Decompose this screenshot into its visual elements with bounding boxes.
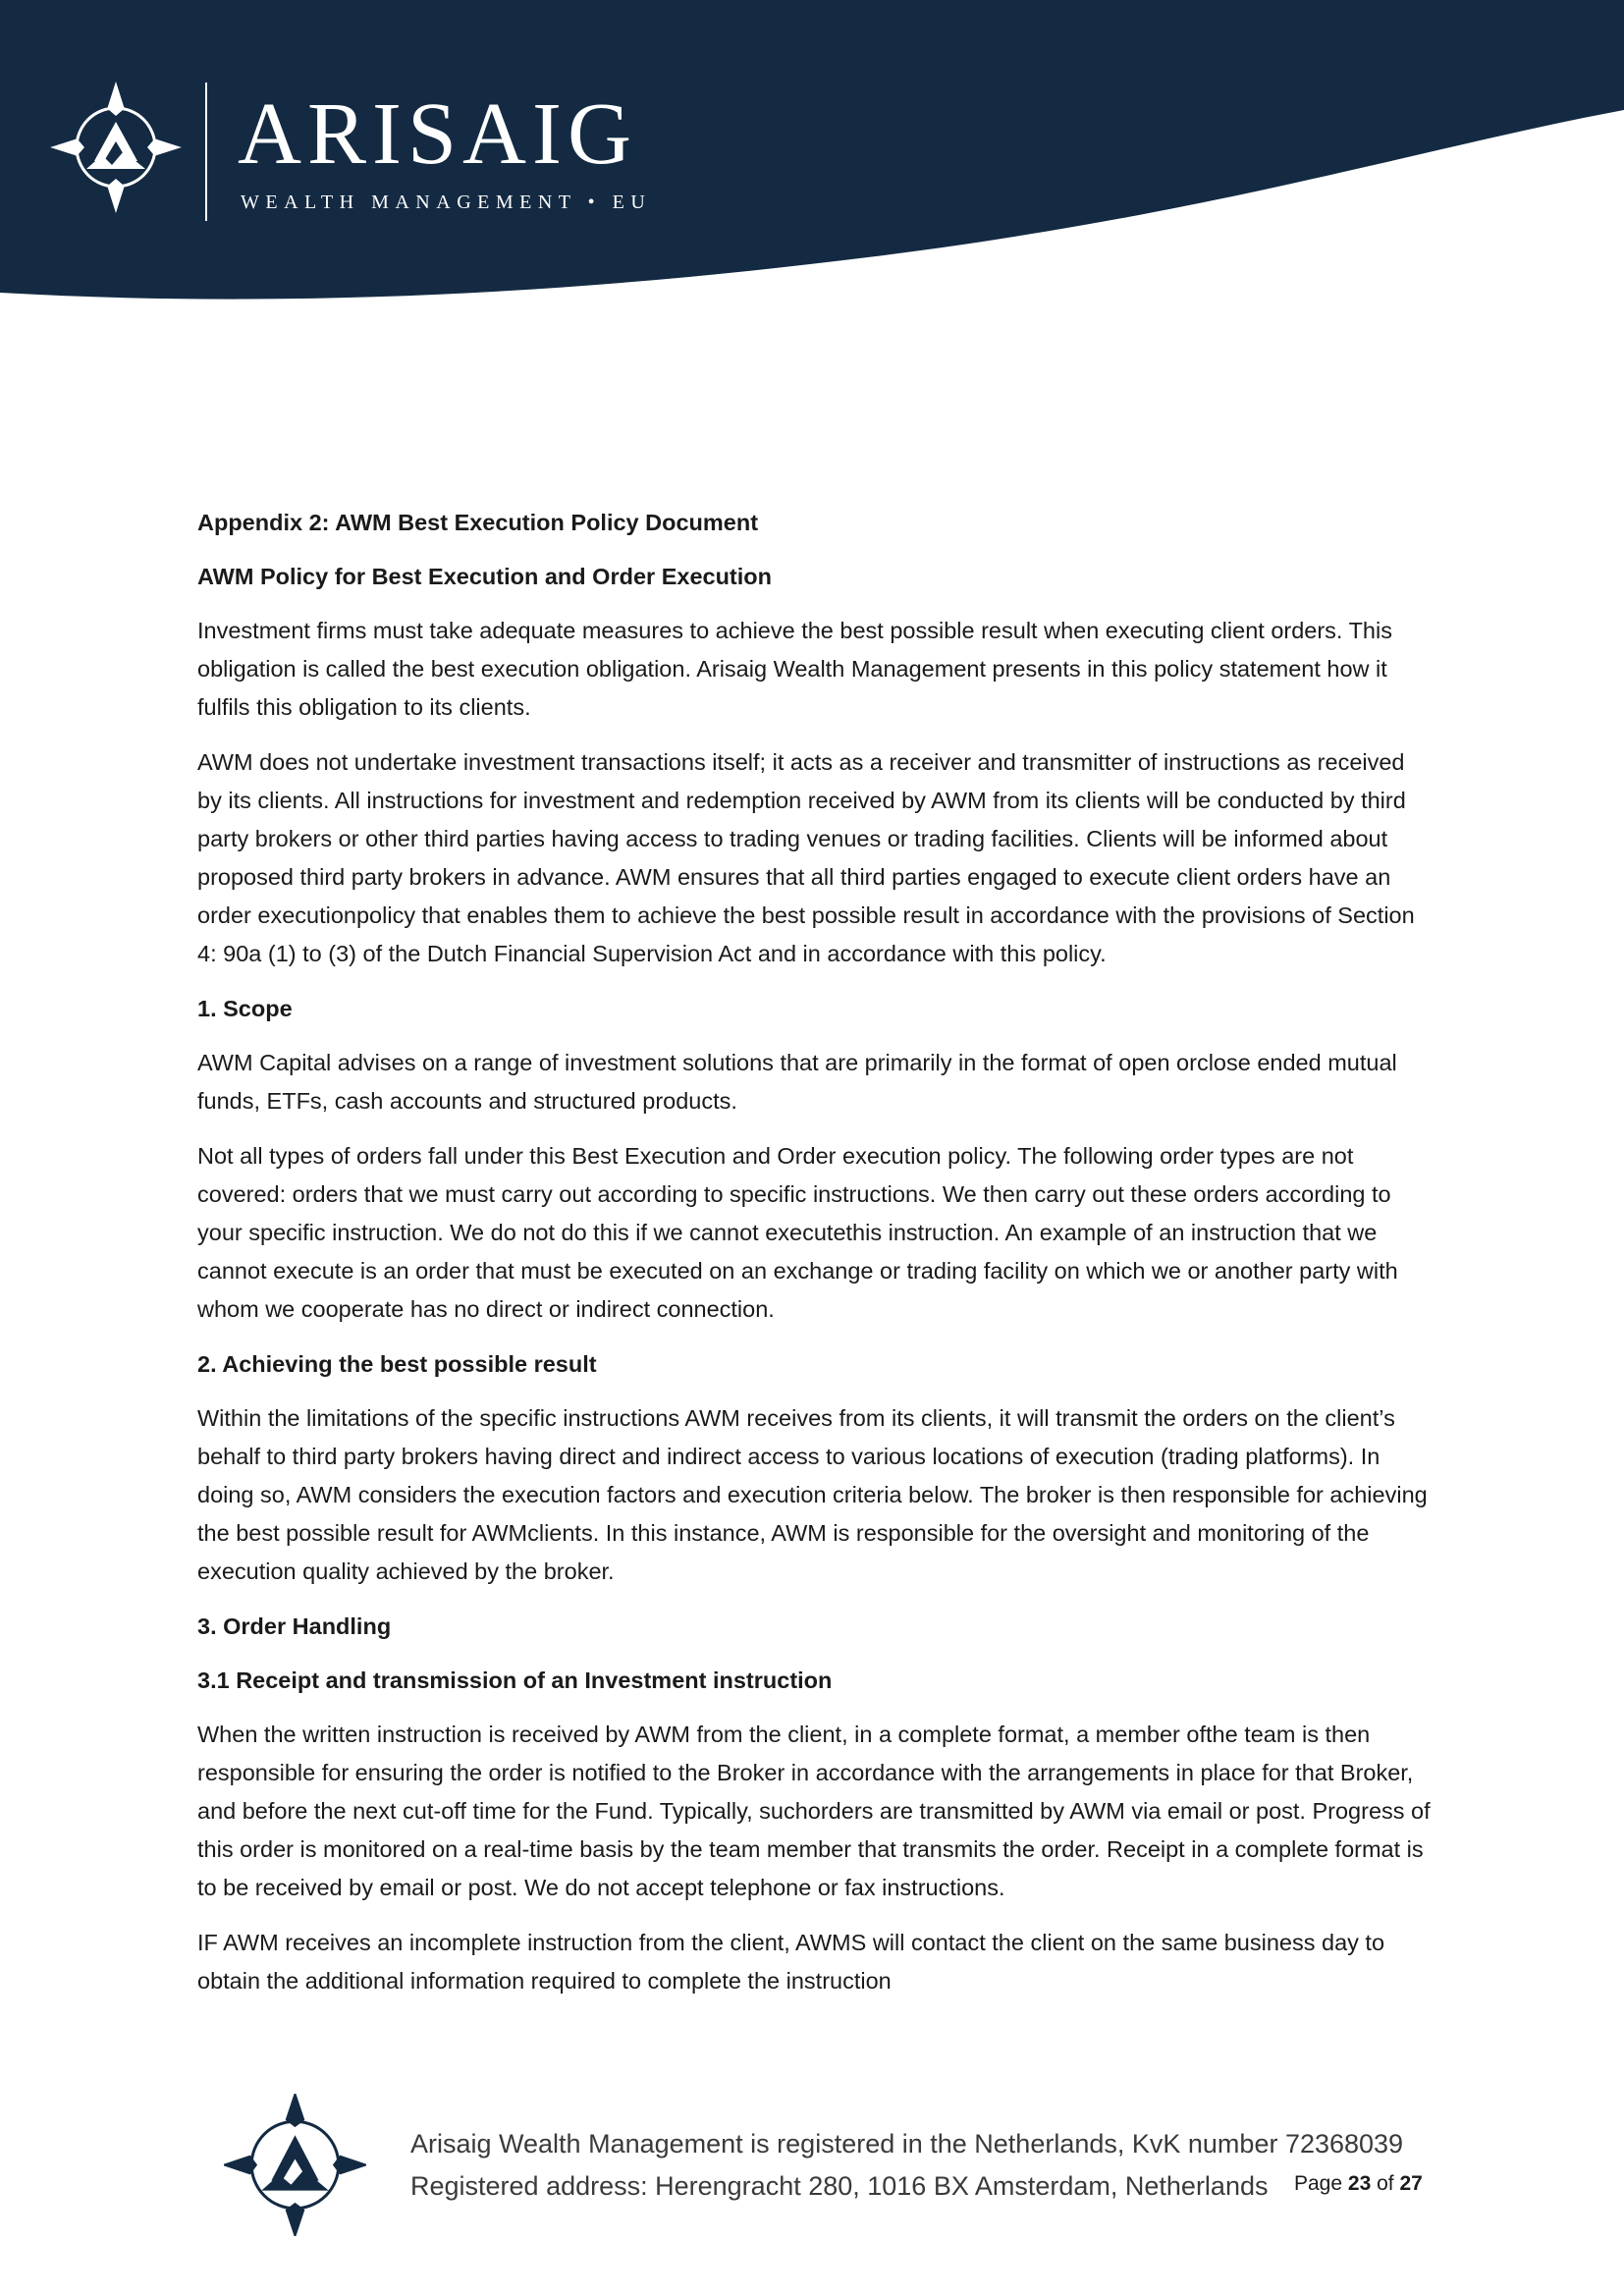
scope-heading: 1. Scope — [197, 996, 293, 1021]
footer-line-2: Registered address: Herengracht 280, 1016 BX Amsterdam, Netherlands — [410, 2171, 1269, 2201]
intro-paragraph-2: AWM does not undertake investment transactions itself; it acts as a receiver and transmitter of instructions as received by its clients. All instructions for investment and redemption received by AWM from its clients will be conducted by third party brokers or other third parties having access to trading venues or trading facilities. Clients will be informed about proposed third party brokers in advance. AWM ensures that all third parties engaged to execute client orders have an order executionpolicy that enables them to achieve the best possible result in accordance with the provisions of Section 4: 90a (1) to (3) of the Dutch Financial Supervision Act and in accordance with this policy. — [197, 749, 1415, 966]
intro-paragraph-1: Investment firms must take adequate measures to achieve the best possible result when executing client orders. This obligation is called the best execution obligation. Arisaig Wealth Management presents in this policy statement how it fulfils this obligation to its clients. — [197, 618, 1392, 720]
scope-paragraph-2: Not all types of orders fall under this Best Execution and Order execution policy. The following order types are not covered: orders that we must carry out according to specific instructions. We then carry out these orders according to your specific instruction. We do not do this if we cannot executethis instruction. An example of an instruction that we cannot execute is an order that must be executed on an exchange or trading facility on which we or another party with whom we cooperate has no direct or indirect connection. — [197, 1143, 1398, 1322]
page-number — [1294, 2172, 1423, 2196]
result-paragraph: Within the limitations of the specific instructions AWM receives from its clients, it will transmit the orders on the client’s behalf to third party brokers having direct and indirect access to various locations of execution (trading platforms). In doing so, AWM considers the execution factors and execution criteria below. The broker is then responsible for achieving the best possible result for AWMclients. In this instance, AWM is responsible for the oversight and monitoring of the execution quality achieved by the broker. — [197, 1405, 1428, 1584]
policy-title: AWM Policy for Best Execution and Order Execution — [197, 564, 772, 589]
brand-subtitle: WEALTH MANAGEMENT • EU — [241, 191, 652, 213]
receipt-paragraph-2: IF AWM receives an incomplete instruction from the client, AWMS will contact the client on the same business day to obtain the additional information required to complete the instruction — [197, 1930, 1385, 1994]
footer-registration — [410, 2123, 1403, 2208]
page-label: Page — [1294, 2172, 1343, 2195]
appendix-title: Appendix 2: AWM Best Execution Policy Document — [197, 510, 759, 535]
document-body — [197, 504, 1435, 2017]
receipt-paragraph-1: When the written instruction is received by AWM from the client, in a complete format, a member ofthe team is then responsible for ensuring the order is notified to the Broker in accordance with the arrangements in place for that Broker, and before the next cut-off time for the Fund. Typically, suchorders are transmitted by AWM via email or post. Progress of this order is monitored on a real-time basis by the team member that transmits the order. Receipt in a complete format is to be received by email or post. We do not accept telephone or fax instructions. — [197, 1722, 1431, 1900]
footer-line-1: Arisaig Wealth Management is registered in the Netherlands, KvK number 72368039 — [410, 2129, 1404, 2159]
page-header — [0, 0, 1624, 324]
scope-paragraph-1: AWM Capital advises on a range of investment solutions that are primarily in the format of open orclose ended mutual funds, ETFs, cash accounts and structured products. — [197, 1050, 1397, 1114]
brand-name: ARISAIG — [238, 85, 638, 183]
footer-compass-icon — [224, 2094, 366, 2236]
page-of: of — [1377, 2172, 1394, 2195]
receipt-heading: 3.1 Receipt and transmission of an Investment instruction — [197, 1667, 833, 1693]
page-total: 27 — [1399, 2172, 1423, 2195]
page-current: 23 — [1347, 2172, 1372, 2195]
result-heading: 2. Achieving the best possible result — [197, 1351, 597, 1377]
order-handling-heading: 3. Order Handling — [197, 1613, 392, 1639]
